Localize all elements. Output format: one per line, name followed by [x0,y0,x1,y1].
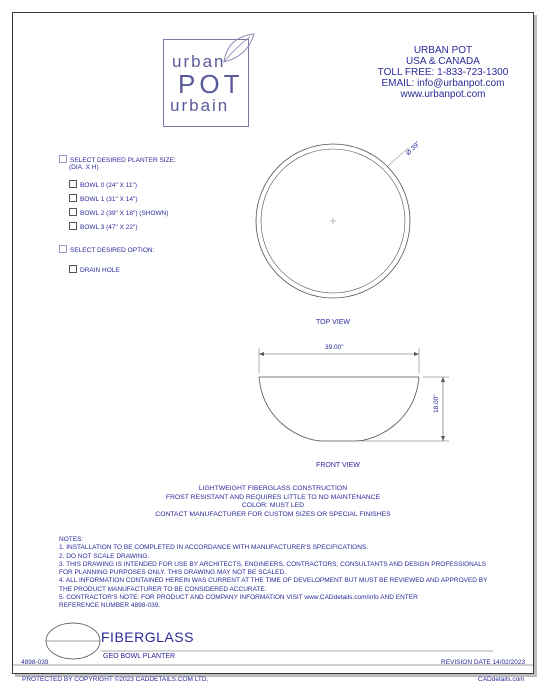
logo-text-middle: POT [178,69,244,99]
width-label: 39.00" [325,344,344,351]
reference-number: 4898-039 [21,659,49,666]
description-line: COLOR: MUST LED [241,502,305,509]
logo-text-top: urban [172,52,226,71]
note-line: 3. THIS DRAWING IS INTENDED FOR USE BY ARCHITECTS, ENGINEERS, CONTRACTORS, CONSULTANTS AND DESIGN PROFESSIONALS [59,560,487,568]
contact-block [363,45,523,100]
top-view-label: TOP VIEW [316,319,350,326]
notes-heading: NOTES: [59,536,84,543]
email[interactable]: EMAIL: info@urbanpot.com [381,78,505,89]
revision-date: REVISION DATE 14/02/2023 [441,659,526,666]
copyright-notice: PROTECTED BY COPYRIGHT ©2023 CADDETAILS.COM LTD. [22,676,209,683]
size-checkbox[interactable] [69,180,77,188]
notes-block [59,536,487,611]
description-line: CONTACT MANUFACTURER FOR CUSTOM SIZES OR SPECIAL FINISHES [155,510,391,518]
bowl-profile [259,377,419,441]
height-label: 18.00" [433,394,440,413]
option-heading-checkbox[interactable] [59,245,67,253]
size-checkbox[interactable] [69,222,77,230]
size-heading: SELECT DESIRED PLANTER SIZE: [59,155,176,164]
company-name: URBAN POT [413,45,473,56]
size-checkbox[interactable] [69,208,77,216]
size-option[interactable]: BOWL 1 (31" X 14") [69,194,137,203]
note-line: THE PRODUCT MANUFACTURER TO BE CONSIDERED ACCURATE. [59,585,267,593]
option-heading: SELECT DESIRED OPTION: [59,245,154,254]
front-view-drawing [243,343,453,453]
description-block [13,485,533,519]
note-line: FOR PLANNING PURPOSES ONLY. THIS DRAWING MAY NOT BE SCALED. [59,569,286,577]
size-option[interactable]: BOWL 2 (39" X 18") (SHOWN) [69,208,169,217]
note-line: 4. ALL INFORMATION CONTAINED HEREIN WAS CURRENT AT THE TIME OF DEVELOPMENT BUT MUST BE REVIEWED AND APPROVED BY [59,577,488,585]
front-view-label: FRONT VIEW [316,462,360,469]
top-view-drawing [248,138,423,318]
drawing-sheet [12,12,534,674]
drawing-title: FIBERGLASS [101,629,194,645]
urban-pot-logo [163,39,249,127]
drawing-subtitle: GEO BOWL PLANTER [103,653,176,660]
company-region: USA & CANADA [406,56,480,67]
size-subheading: (DIA. X H) [69,164,99,171]
logo-text-bottom: urbain [170,96,230,115]
option-item[interactable]: DRAIN HOLE [69,265,120,274]
description-line: FROST RESISTANT AND REQUIRES LITTLE TO NO MAINTENANCE [165,493,381,501]
size-option[interactable]: BOWL 0 (24" X 11") [69,180,137,189]
website[interactable]: www.urbanpot.com [400,89,486,100]
drain-hole-checkbox[interactable] [69,265,77,273]
note-line: 2. DO NOT SCALE DRAWING. [59,552,150,560]
note-line: 1. INSTALLATION TO BE COMPLETED IN ACCORDANCE WITH MANUFACTURER'S SPECIFICATIONS. [59,544,369,552]
note-line: 5. CONTRACTOR'S NOTE: FOR PRODUCT AND COMPANY INFORMATION VISIT www.CADdetails.com/info AND ENTER [59,594,418,602]
note-line: REFERENCE NUMBER 4898-039. [59,602,161,610]
caddetails-site[interactable]: CADdetails.com [478,676,525,683]
size-heading-checkbox[interactable] [59,155,67,163]
description-line: LIGHTWEIGHT FIBERGLASS CONSTRUCTION [198,485,348,492]
toll-free: TOLL FREE: 1-833-723-1300 [377,67,509,78]
size-checkbox[interactable] [69,194,77,202]
diameter-label: Ø 39" [405,140,422,157]
size-option[interactable]: BOWL 3 (47" X 22") [69,222,137,231]
